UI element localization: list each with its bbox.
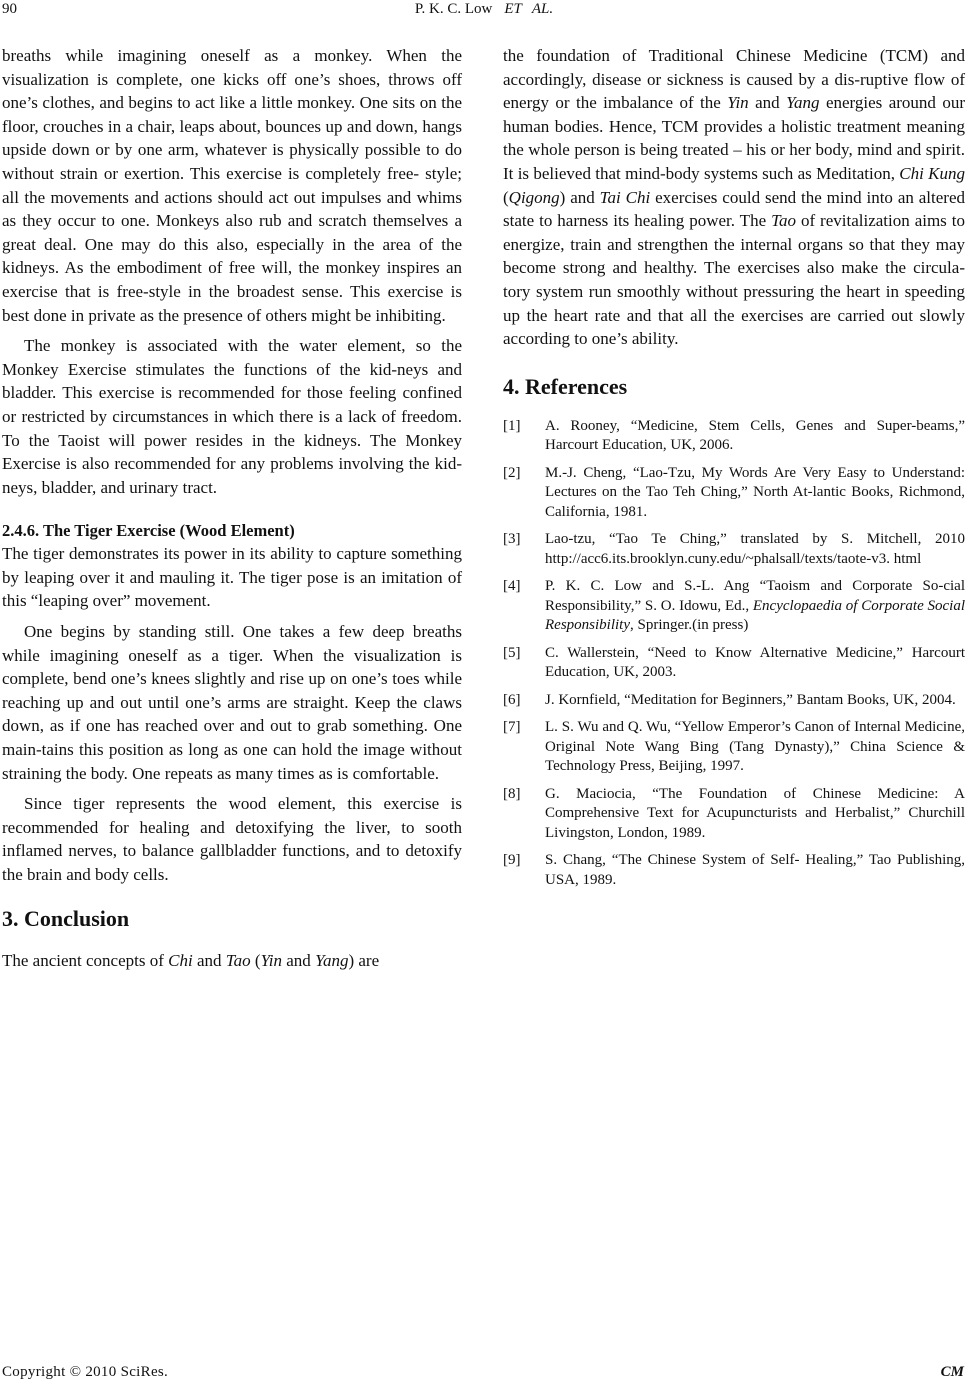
reference-item	[503, 644, 965, 683]
text-run: exercises could send the mind into an altered state to harness its healing power. The	[503, 187, 965, 231]
text-run: of revitalization aims to energize, train and strengthen the internal organs so that they may become strong and healthy. The exercises also make the circula-tory system run smoothly without pressuring the heart in speeding up the heart rate and that all the exercises are carried out slowly according to one’s ability.	[503, 211, 965, 349]
body-paragraph: breaths while imagining oneself as a monkey. When the visualization is complete, one kicks off one’s shoes, throws off one’s clothes, and begins to act like a little monkey. One sits on the floor, crouches in a chair, leaps about, bounces up and down, hangs upside down or by one arm, whatever is physically possible to do without strain or exertion. This exercise is completely free- style; all the movements and actions should act out impulses and whims as they occur to one. Monkeys also rub and scratch themselves a great deal. One may do this also, especially in the area of the kidneys. As the embodiment of free will, the monkey inspires an exercise that is free-style in the broadest sense. This exercise is best done in private as the presence of others might be inhibiting.	[2, 46, 462, 325]
reference-item	[503, 577, 965, 636]
italic-term: Yang	[315, 950, 349, 970]
reference-item	[503, 851, 965, 890]
reference-number: [6]	[503, 691, 521, 708]
body-paragraph	[2, 949, 462, 973]
text-run: The ancient concepts of	[2, 950, 169, 970]
text-run: , Springer.(in press)	[630, 617, 749, 634]
reference-list	[503, 417, 965, 891]
body-paragraph: The monkey is associated with the water element, so the Monkey Exercise stimulates the functions of the kid-neys and bladder. This exercise is recommended for those feeling confined or restricted by circumstances in which there is a lack of freedom. To the Taoist will power resides in the kidneys. The Monkey Exercise is also recommended for any problems involving the kid-neys, bladder, and urinary tract.	[2, 336, 462, 497]
page-footer	[0, 1364, 968, 1384]
reference-text: S. Chang, “The Chinese System of Self- Healing,” Tao Publishing, USA, 1989.	[545, 852, 965, 888]
running-header	[0, 0, 968, 26]
reference-number: [2]	[503, 464, 521, 481]
running-title	[0, 1, 968, 18]
body-paragraph	[503, 44, 965, 351]
text-run: ) and	[559, 187, 600, 207]
italic-term: Yang	[786, 93, 820, 113]
reference-item	[503, 718, 965, 777]
italic-term: Tai Chi	[599, 187, 651, 207]
reference-text: J. Kornfield, “Meditation for Beginners,” Bantam Books, UK, 2004.	[545, 691, 956, 708]
section-heading: 4. References	[503, 373, 628, 399]
italic-term: Yin	[260, 950, 283, 970]
subsection-heading: 2.4.6. The Tiger Exercise (Wood Element)	[2, 521, 295, 541]
italic-term: Tao	[771, 211, 796, 231]
italic-term: Tao	[225, 950, 251, 970]
reference-item	[503, 464, 965, 523]
text-run: ) are	[348, 950, 380, 970]
text-run: and	[282, 950, 316, 970]
journal-abbreviation: CM	[940, 1364, 964, 1380]
page-number: 90	[2, 1, 17, 17]
text-run: (	[503, 187, 509, 207]
reference-item	[503, 785, 965, 844]
text-run: and	[748, 93, 787, 113]
italic-term: Qigong	[508, 187, 560, 207]
text-run: P. K. C. Low and S.-L. Ang “Taoism and Corporate So-cial Responsibility,” S. O. Idowu, Ed.,	[545, 578, 965, 614]
reference-text	[545, 577, 965, 636]
reference-text: M.-J. Cheng, “Lao-Tzu, My Words Are Very Easy to Understand: Lectures on the Tao Teh Ching,” North At-lantic Books, Richmond, California, 1981.	[545, 464, 965, 520]
reference-number: [3]	[503, 531, 521, 548]
reference-number: [4]	[503, 578, 521, 595]
italic-title: Encyclopaedia of Corporate Social Responsibility	[545, 597, 965, 634]
reference-number: [8]	[503, 785, 521, 802]
reference-text: Lao-tzu, “Tao Te Ching,” translated by S. Mitchell, 2010 http://acc6.its.brooklyn.cuny.edu/~phalsall/texts/taote-v3. html	[545, 531, 965, 567]
reference-text: L. S. Wu and Q. Wu, “Yellow Emperor’s Canon of Internal Medicine, Original Note Wang Bing (Tang Dynasty),” China Science & Technology Press, Beijing, 1997.	[545, 719, 965, 775]
header-al: AL.	[531, 1, 554, 17]
reference-text: C. Wallerstein, “Need to Know Alternative Medicine,” Harcourt Education, UK, 2003.	[545, 644, 965, 681]
header-et: ET	[504, 1, 522, 17]
text-run: the foundation of Traditional Chinese Medicine (TCM) and accordingly, disease or sickness is caused by a dis-ruptive flow of energy or the imbalance of the	[503, 46, 965, 113]
right-column	[503, 44, 965, 898]
reference-item	[503, 691, 965, 711]
reference-text: G. Maciocia, “The Foundation of Chinese Medicine: A Comprehensive Text for Acupuncturists and Herbalist,” Churchill Livingston, London, 1989.	[545, 785, 965, 841]
text-run: energies around our human bodies. Hence, TCM provides a holistic treatment meaning the whole person is being treated – his or her body, mind and spirit. It is believed that mind-body systems such as Meditation,	[503, 93, 966, 183]
reference-number: [1]	[503, 417, 521, 434]
text-run: (	[250, 950, 261, 970]
reference-text: A. Rooney, “Medicine, Stem Cells, Genes and Super-beams,” Harcourt Education, UK, 2006.	[545, 417, 965, 454]
body-paragraph: The tiger demonstrates its power in its ability to capture something by leaping over it and mauling it. The tiger pose is an imitation of this “leaping over” movement.	[2, 544, 462, 611]
body-paragraph: Since tiger represents the wood element, this exercise is recommended for healing and detoxifying the liver, to sooth inflamed nerves, to balance gallbladder functions, and to detoxify the brain and body cells.	[2, 794, 462, 884]
italic-term: Chi Kung	[899, 163, 965, 183]
left-column	[2, 44, 462, 972]
italic-term: Yin	[727, 93, 749, 113]
section-heading: 3. Conclusion	[2, 905, 130, 931]
copyright-notice: Copyright © 2010 SciRes.	[2, 1364, 169, 1380]
italic-term: Chi	[168, 950, 193, 970]
reference-item	[503, 417, 965, 456]
text-run: and	[192, 950, 226, 970]
reference-number: [7]	[503, 719, 521, 736]
reference-number: [9]	[503, 852, 521, 869]
body-paragraph: One begins by standing still. One takes a few deep breaths while imagining oneself as a tiger. When the visualization is complete, bend one’s knees slightly and rise up on one’s toes while reaching up and out until one’s arms are straight. Keep the claws down, as if one has reached over and out to grab something. One main-tains this position as long as one can hold the image without straining the body. One repeats as many times as is comfortable.	[2, 622, 462, 783]
reference-item	[503, 530, 965, 569]
reference-number: [5]	[503, 644, 521, 661]
header-authors: P. K. C. Low	[414, 1, 493, 17]
